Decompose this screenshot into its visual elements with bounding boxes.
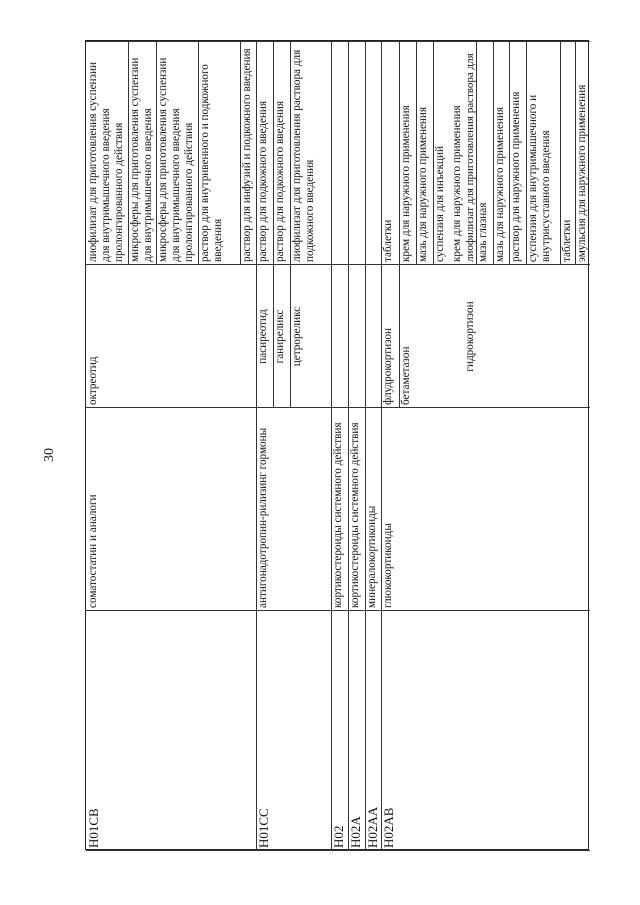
dosage-form: раствор для инфузий и подкожного введения	[241, 48, 253, 262]
dosage-form: раствор для наружного применения	[510, 91, 522, 262]
atc-code: H01CB	[86, 808, 101, 848]
group-name: минералокортикоиды	[366, 505, 378, 608]
dosage-form: микросферы для приготовления суспензии для внутримышечного введения	[129, 57, 154, 262]
dosage-form: мазь глазная	[477, 202, 489, 262]
drug-name: ганиреликс	[274, 309, 286, 364]
dosage-form: таблетки	[382, 219, 394, 262]
atc-code: H02A	[348, 816, 363, 848]
drug-name: пасиреотид	[257, 309, 269, 364]
dosage-form: лиофилизат для приготовления раствора для	[464, 53, 476, 262]
dosage-form: эмульсия для наружного применения	[576, 84, 588, 262]
dosage-form: мазь для наружного применения	[417, 106, 429, 262]
dosage-form: раствор для внутривенного и подкожного введения	[199, 64, 224, 262]
atc-code: H02AA	[365, 806, 380, 848]
dosage-form: мазь для наружного применения	[494, 106, 506, 262]
drug-name: октреотид	[87, 356, 99, 405]
dosage-form: микросферы для приготовления суспензии для внутримышечного введения пролонгированного действия	[157, 57, 195, 262]
group-name: кортикостероиды системного действия	[349, 422, 361, 608]
group-name: соматостатин и аналоги	[87, 494, 99, 608]
dosage-form: крем для наружного применения	[451, 105, 463, 262]
dosage-form: раствор для подкожного введения	[257, 100, 269, 262]
group-name: антигонадотропин-рилизинг гормоны	[257, 427, 269, 608]
atc-code: H01CC	[256, 808, 271, 848]
drug-name: гидрокортизон	[464, 301, 476, 372]
drug-name: бетаметазон	[400, 346, 412, 405]
dosage-form: крем для наружного применения	[400, 105, 412, 262]
page-number: 30	[42, 448, 57, 462]
atc-code: H02AB	[381, 807, 396, 848]
dosage-form: раствор для подкожного введения	[274, 100, 286, 262]
dosage-form: суспензия для внутримышечного и внутрисуставного введения	[527, 94, 552, 262]
group-name: кортикостероиды системного действия	[332, 422, 344, 608]
drug-name: цетрореликс	[291, 306, 303, 367]
atc-code: H02	[331, 825, 346, 848]
dosage-form: суспензия для инъекций	[434, 145, 446, 262]
drug-table	[85, 40, 589, 850]
dosage-form: лиофилизат для приготовления раствора для подкожного введения	[291, 49, 316, 262]
dosage-form: таблетки	[561, 219, 573, 262]
drug-name: флудрокортизон	[382, 327, 394, 405]
dosage-form: лиофилизат для приготовления суспензии для внутримышечного введения пролонгированного действия	[87, 62, 125, 262]
group-name: глюкокортикоиды	[382, 523, 394, 608]
